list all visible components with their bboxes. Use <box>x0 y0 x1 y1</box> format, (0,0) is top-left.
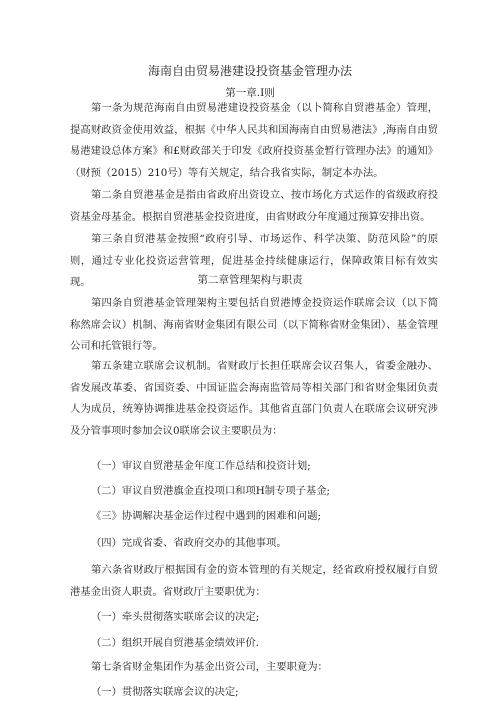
article-6-item-1: （一）牵头贯彻落实联席会议的决定; <box>91 611 260 623</box>
article-7: 第七条省财金集团作为基金出资公司，主要职竟为： <box>91 661 328 673</box>
chapter-1-heading: 第一章.I则 <box>225 87 275 99</box>
article-4: 第四条自贸港基金管理架构主要包括自贸港博金投资运作联席会议（以下简称然席会议）机制、海南省财金集团有限公司（以下简称省财金集团）、基金管理公司和托管银行等。 <box>70 297 438 352</box>
article-7-item-1: （一）贯彻落实联席会议的决定; <box>91 686 239 698</box>
article-5: 第五条建立联席会议机制。省财政厅长担任联席会议召集人，省委金融办、省发展改革委、省国资委、中国证监会海南监管局等相关部门和省财金集团负责人为成员，统筹协调推进基金投资运作。其他省直部门负责人在联席会议研究涉及分管事项时参加会议0联席会议主要职员为： <box>70 360 438 437</box>
article-3: 第三条自贸港基金按照“政府引导、市场运作、科学决策、防范风险”的原则，通过专业化投资运营管理，促进基金持续健康运行，保障政策目标有效实现。 <box>70 233 438 288</box>
article-1: 第一条为规范海南自由贸易港建设投资基金（以卜简称自贸港基金）管理，提高财政资金使用效益，根据《中华人民共和国海南自由贸易港法》,海南自由贸易港建设总体方案》和£财政部关于印发《政府投资基金暂行管理办法》的通知》（财预（2015）210号）等有关规定，结合我省实际，制定本办法。 <box>70 102 438 179</box>
article-5-item-4: （四）完成省委、省政府交办的其他事项。 <box>91 537 287 549</box>
article-6-item-2: （二）组织开展自贸港基金绩效评价. <box>91 637 260 649</box>
article-5-item-1: （一）审议自贸港基金年度工作总结和投资计划; <box>91 460 311 472</box>
article-5-item-2: （二）审议自贸港旗金直投项口和项H制专项子基金; <box>91 485 330 497</box>
article-2: 第二条自贸港基金是指由省政府出资设立、按市场化方式运作的省级政府投资基金母基金。根据自贸港基金投资进度，由省财政分年度通过预算安排出资。 <box>70 189 438 223</box>
article-5-item-3: 《三》协调解决基金运作过程中遇到的困难和问题; <box>91 510 321 522</box>
document-title: 海南自由贸易港建设投资基金管理办法 <box>147 64 352 78</box>
article-6: 第六条省财政厅根据国有金的资本管理的有关规定，经省政府授权履行自贸港基金出资人职责。省财政厅主要职优为： <box>70 564 438 598</box>
chapter-2-heading: 第二章管理架构与职责 <box>197 274 303 286</box>
